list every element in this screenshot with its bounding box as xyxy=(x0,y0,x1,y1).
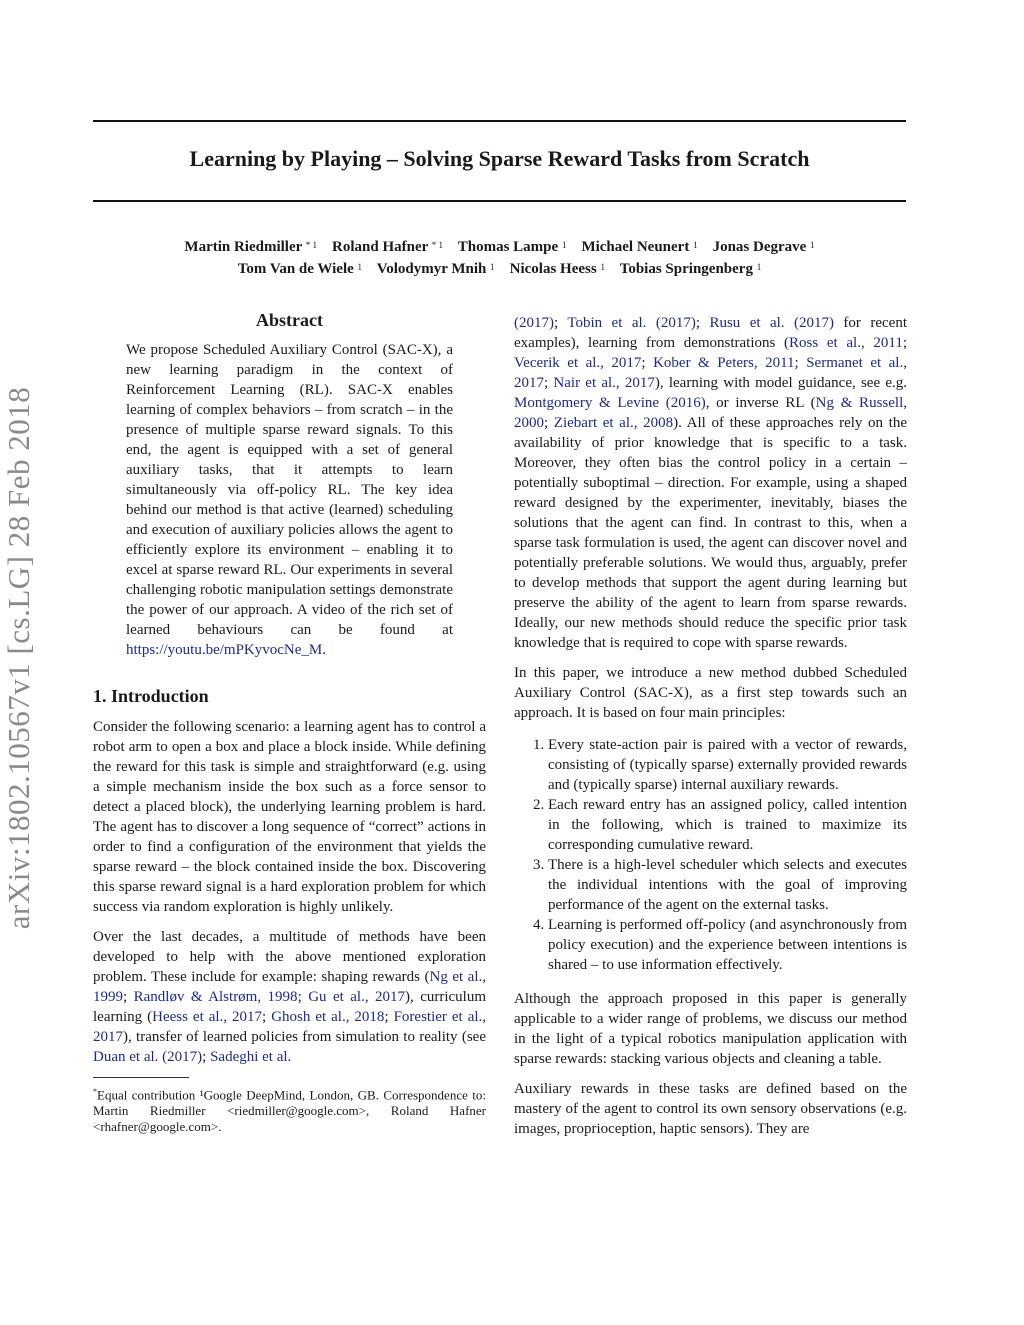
citation-link[interactable]: Forestier et al., 2017 xyxy=(93,1009,487,1045)
abstract-heading: Abstract xyxy=(256,310,323,330)
citation-link[interactable]: Gu et al., 2017 xyxy=(308,989,406,1005)
paper-title: Learning by Playing – Solving Sparse Reward Tasks from Scratch xyxy=(189,146,810,171)
footnote: *Equal contribution ¹Google DeepMind, London, GB. Correspondence to: Martin Riedmiller <riedmiller@google.com>, Roland Hafner <rhafner@google.com>. xyxy=(93,1087,486,1135)
abstract-text: We propose Scheduled Auxiliary Control (SAC-X), a new learning paradigm in the context of Reinforcement Learning (RL). SAC-X enables learning of complex behaviors – from scratch – in the presence of multiple sparse reward signals. To this end, the agent is equipped with a set of general auxiliary tasks, that it attempts to learn simultaneously via off-policy RL. The key idea behind our method is that active (learned) scheduling and execution of auxiliary policies allows the agent to efficiently explore its environment – enabling it to excel at sparse reward RL. Our experiments in several challenging robotic manipulation settings demonstrate the power of our approach. A video of the rich set of learned behaviours can be found at https://youtu.be/mPKyvocNe_M. xyxy=(126,342,453,658)
title-rule-top xyxy=(93,120,906,122)
author: Thomas Lampe $^1$ xyxy=(457,239,567,255)
citation-link[interactable]: Ng et al., 1999 xyxy=(93,969,486,1005)
citation-link[interactable]: Tobin et al. (2017) xyxy=(567,315,696,331)
citation-link[interactable]: Kober & Peters, 2011 xyxy=(653,355,795,371)
list-item: 3. There is a high-level scheduler which selects and executes the individual intentions with the goal of improving performance of the agent on the external tasks. xyxy=(548,855,907,915)
intro-paragraph-1: Consider the following scenario: a learning agent has to control a robot arm to open a box and place a block inside. While defining the reward for this task is simple and straightforward (e.g. using a simple mechanism inside the box such as a force sensor to detect a placed block), the underlying learning problem is hard. The agent has to discover a long sequence of “correct” actions in order to find a configuration of the environment that yields the sparse reward – the block contained inside the box. Discovering this sparse reward signal is a hard exploration problem for which success via random exploration is highly unlikely. xyxy=(93,719,486,915)
citation-link[interactable]: Sadeghi et al. xyxy=(210,1049,292,1065)
section-heading-introduction: 1. Introduction xyxy=(93,686,209,706)
left-column xyxy=(93,310,486,1135)
author: Roland Hafner $^{* 1}$ xyxy=(332,239,444,255)
list-item: 4. Learning is performed off-policy (and asynchronously from policy execution) and the experience between intentions is shared – to use information effectively. xyxy=(548,915,907,975)
citation-link[interactable]: Ross et al., 2011 xyxy=(789,335,903,351)
citation-link[interactable]: Montgomery & Levine (2016) xyxy=(514,395,706,411)
right-paragraph-3: Although the approach proposed in this paper is generally applicable to a wider range of problems, we discuss our method in the light of a typical robotics manipulation application with sparse rewards: stacking various objects and cleaning a table. xyxy=(514,991,907,1067)
author-line-2 xyxy=(93,258,906,280)
footnote-rule xyxy=(93,1077,189,1078)
author-line-1 xyxy=(93,236,906,258)
citation-link[interactable]: Vecerik et al., 2017 xyxy=(514,355,642,371)
author: Tom Van de Wiele $^1$ xyxy=(237,261,363,277)
citation-link[interactable]: Ziebart et al., 2008 xyxy=(553,415,674,431)
right-paragraph-2: In this paper, we introduce a new method dubbed Scheduled Auxiliary Control (SAC-X), as a first step towards such an approach. It is based on four main principles: xyxy=(514,665,907,721)
author: Volodymyr Mnih $^1$ xyxy=(376,261,495,277)
author: Martin Riedmiller $^{* 1}$ xyxy=(184,239,318,255)
right-paragraph-4: Auxiliary rewards in these tasks are defined based on the mastery of the agent to control its own sensory observations (e.g. images, proprioception, haptic sensors). They are xyxy=(514,1081,907,1137)
list-item: 1. Every state-action pair is paired with a vector of rewards, consisting of (typically sparse) externally provided rewards and (typically sparse) internal auxiliary rewards. xyxy=(548,735,907,795)
intro-paragraph-2: Over the last decades, a multitude of methods have been developed to help with the above mentioned exploration problem. These include for example: shaping rewards (Ng et al., 1999; Randløv & Alstrøm, 1998; Gu et al., 2017), curriculum learning (Heess et al., 2017; Ghosh et al., 2018; Forestier et al., 2017), transfer of learned policies from simulation to reality (see Duan et al. (2017); Sadeghi et al. xyxy=(93,929,487,1065)
citation-link[interactable]: Sermanet et al., 2017 xyxy=(514,355,907,391)
author: Michael Neunert $^1$ xyxy=(581,239,698,255)
author: Nicolas Heess $^1$ xyxy=(509,261,605,277)
title-rule-bottom xyxy=(93,200,906,202)
citation-link[interactable]: Heess et al., 2017 xyxy=(152,1009,263,1025)
citation-link[interactable]: Duan et al. (2017) xyxy=(93,1049,203,1065)
citation-link[interactable]: (2017) xyxy=(514,315,554,331)
video-link[interactable]: https://youtu.be/mPKyvocNe_M xyxy=(126,642,323,658)
citation-link[interactable]: Nair et al., 2017 xyxy=(553,375,655,391)
arxiv-stamp: arXiv:1802.10567v1 [cs.LG] 28 Feb 2018 xyxy=(1,386,36,930)
principles-list xyxy=(514,735,907,975)
author-list xyxy=(93,236,906,280)
citation-link[interactable]: Ghosh et al., 2018 xyxy=(271,1009,385,1025)
list-item: 2. Each reward entry has an assigned policy, called intention in the following, which is trained to maximize its corresponding cumulative reward. xyxy=(548,795,907,855)
citation-link[interactable]: Randløv & Alstrøm, 1998 xyxy=(133,989,298,1005)
right-paragraph-1: (2017); Tobin et al. (2017); Rusu et al. (2017) for recent examples), learning from demonstrations (Ross et al., 2011; Vecerik et al., 2017; Kober & Peters, 2011; Sermanet et al., 2017; Nair et al., 2017), learning with model guidance, see e.g. Montgomery & Levine (2016), or inverse RL (Ng & Russell, 2000; Ziebart et al., 2008). All of these approaches rely on the availability of prior knowledge that is specific to a task. Moreover, they often bias the control policy in a certain – potentially suboptimal – direction. For example, using a shaped reward designed by the experimenter, inevitably, biases the solutions that the agent can find. In contrast to this, when a sparse task formulation is used, the agent can discover novel and potentially preferable solutions. We would thus, arguably, prefer to develop methods that support the agent during learning but preserve the ability of the agent to learn from sparse rewards. Ideally, our new methods should reduce the specific prior task knowledge that is required to cope with sparse rewards. xyxy=(514,315,907,651)
author: Jonas Degrave $^1$ xyxy=(712,239,815,255)
author: Tobias Springenberg $^1$ xyxy=(619,261,762,277)
citation-link[interactable]: Ng & Russell, 2000 xyxy=(514,395,907,431)
right-column xyxy=(514,313,907,1139)
citation-link[interactable]: Rusu et al. (2017) xyxy=(709,315,834,331)
